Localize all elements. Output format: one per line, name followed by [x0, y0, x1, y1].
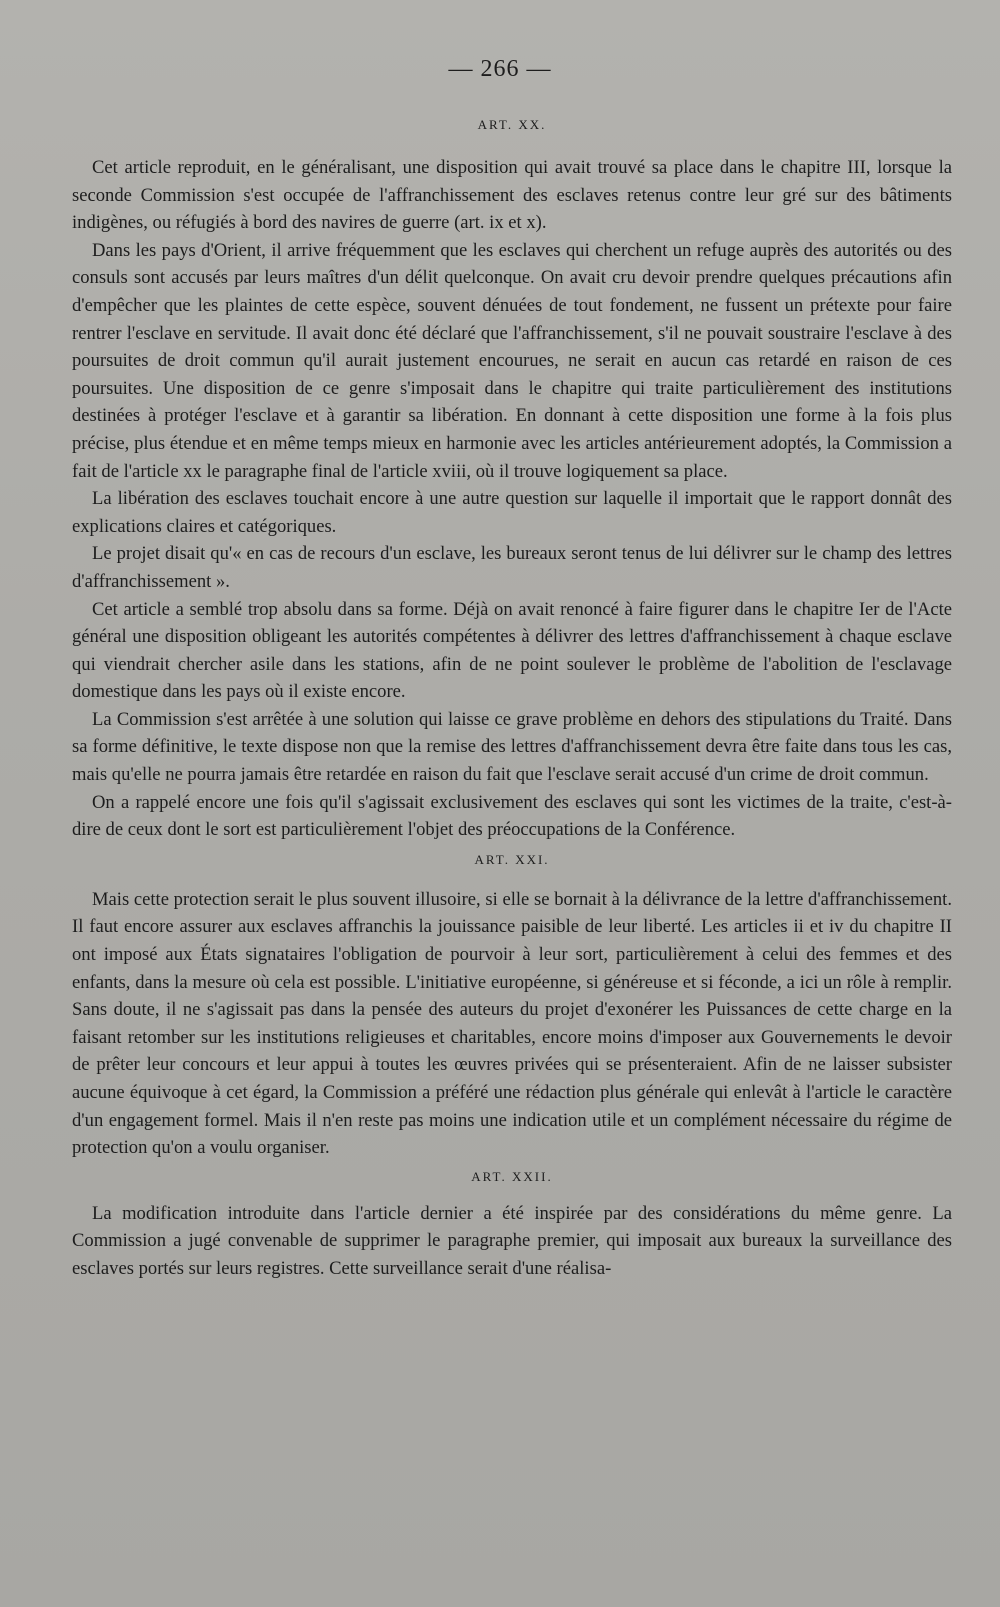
paragraph: Dans les pays d'Orient, il arrive fréquemment que les esclaves qui cherchent un refuge auprès des autorités ou des consuls sont accusés par leurs maîtres d'un délit quelconque. On avait cru devoir prendre quelques précautions afin d'empêcher que les plaintes de cette espèce, souvent dénuées de tout fondement, ne fussent un prétexte pour faire rentrer l'esclave en servitude. Il avait donc été déclaré que l'affranchissement, s'il ne pouvait soustraire l'esclave à des poursuites de droit commun qu'il aurait justement encourues, ne serait en aucun cas retardé en raison de ces poursuites. Une disposition de ce genre s'imposait dans le chapitre qui traite particulièrement des institutions destinées à protéger l'esclave et à garantir sa libération. En donnant à cette disposition une forme à la fois plus précise, plus étendue et en même temps mieux en harmonie avec les articles antérieurement adoptés, la Commission a fait de l'article xx le paragraphe final de l'article xviii, où il trouve logiquement sa place. — [72, 239, 952, 482]
page-number: — 266 — — [448, 56, 552, 82]
paragraph: Cet article a semblé trop absolu dans sa forme. Déjà on avait renoncé à faire figurer dans le chapitre Ier de l'Acte général une disposition obligeant les autorités compétentes à délivrer des lettres d'affranchissement à chaque esclave qui viendrait chercher asile dans les stations, afin de ne point soulever le problème de l'abolition de l'esclavage domestique dans les pays où il existe encore. — [72, 598, 952, 703]
paragraph: Mais cette protection serait le plus souvent illusoire, si elle se bornait à la délivrance de la lettre d'affranchissement. Il faut encore assurer aux esclaves affranchis la jouissance paisible de leur liberté. Les articles ii et iv du chapitre II ont imposé aux États signataires l'obligation de pourvoir à leur sort, particulièrement à celui des femmes et des enfants, dans la mesure où cela est possible. L'initiative européenne, si généreuse et si féconde, a ici un rôle à remplir. Sans doute, il ne s'agissait pas dans la pensée des auteurs du projet d'exonérer les Puissances de cette charge en la faisant retomber sur les institutions religieuses et charitables, encore moins d'imposer aux Gouvernements le devoir de prêter leur concours et leur appui à toutes les œuvres privées qui se présenteraient. Afin de ne laisser subsister aucune équivoque à cet égard, la Commission a préféré une rédaction plus générale qui enlevât à l'article le caractère d'un engagement formel. Mais il n'en reste pas moins une indication utile et un complément nécessaire du régime de protection qu'on a voulu organiser. — [72, 888, 952, 1159]
paragraph: Cet article reproduit, en le généralisant, une disposition qui avait trouvé sa place dans le chapitre III, lorsque la seconde Commission s'est occupée de l'affranchissement des esclaves retenus contre leur gré sur des bâtiments indigènes, ou réfugiés à bord des navires de guerre (art. ix et x). — [72, 157, 952, 234]
paragraph: Le projet disait qu'« en cas de recours d'un esclave, les bureaux seront tenus de lui délivrer sur le champ des lettres d'affranchissement ». — [72, 543, 952, 592]
page-body — [72, 112, 952, 1283]
paragraph: La modification introduite dans l'article dernier a été inspirée par des considérations du même genre. La Commission a jugé convenable de supprimer le paragraphe premier, qui imposait aux bureaux la surveillance des esclaves portés sur leurs registres. Cette surveillance serait d'une réalisa- — [72, 1202, 952, 1279]
paragraph: La libération des esclaves touchait encore à une autre question sur laquelle il importait que le rapport donnât des explications claires et catégoriques. — [72, 488, 952, 537]
paragraph: La Commission s'est arrêtée à une solution qui laisse ce grave problème en dehors des stipulations du Traité. Dans sa forme définitive, le texte dispose non que la remise des lettres d'affranchissement devra être faite dans tous les cas, mais qu'elle ne pourra jamais être retardée en raison du fait que l'esclave serait accusé d'un crime de droit commun. — [72, 708, 952, 786]
heading-art-xxii: ART. XXII. — [471, 1168, 553, 1184]
heading-art-xxi: ART. XXI. — [474, 851, 550, 867]
heading-art-xx: ART. XX. — [477, 117, 547, 132]
paragraph: On a rappelé encore une fois qu'il s'agissait exclusivement des esclaves qui sont les victimes de la traite, c'est-à-dire de ceux dont le sort est particulièrement l'objet des préoccupations de la Conférence. — [72, 791, 952, 841]
